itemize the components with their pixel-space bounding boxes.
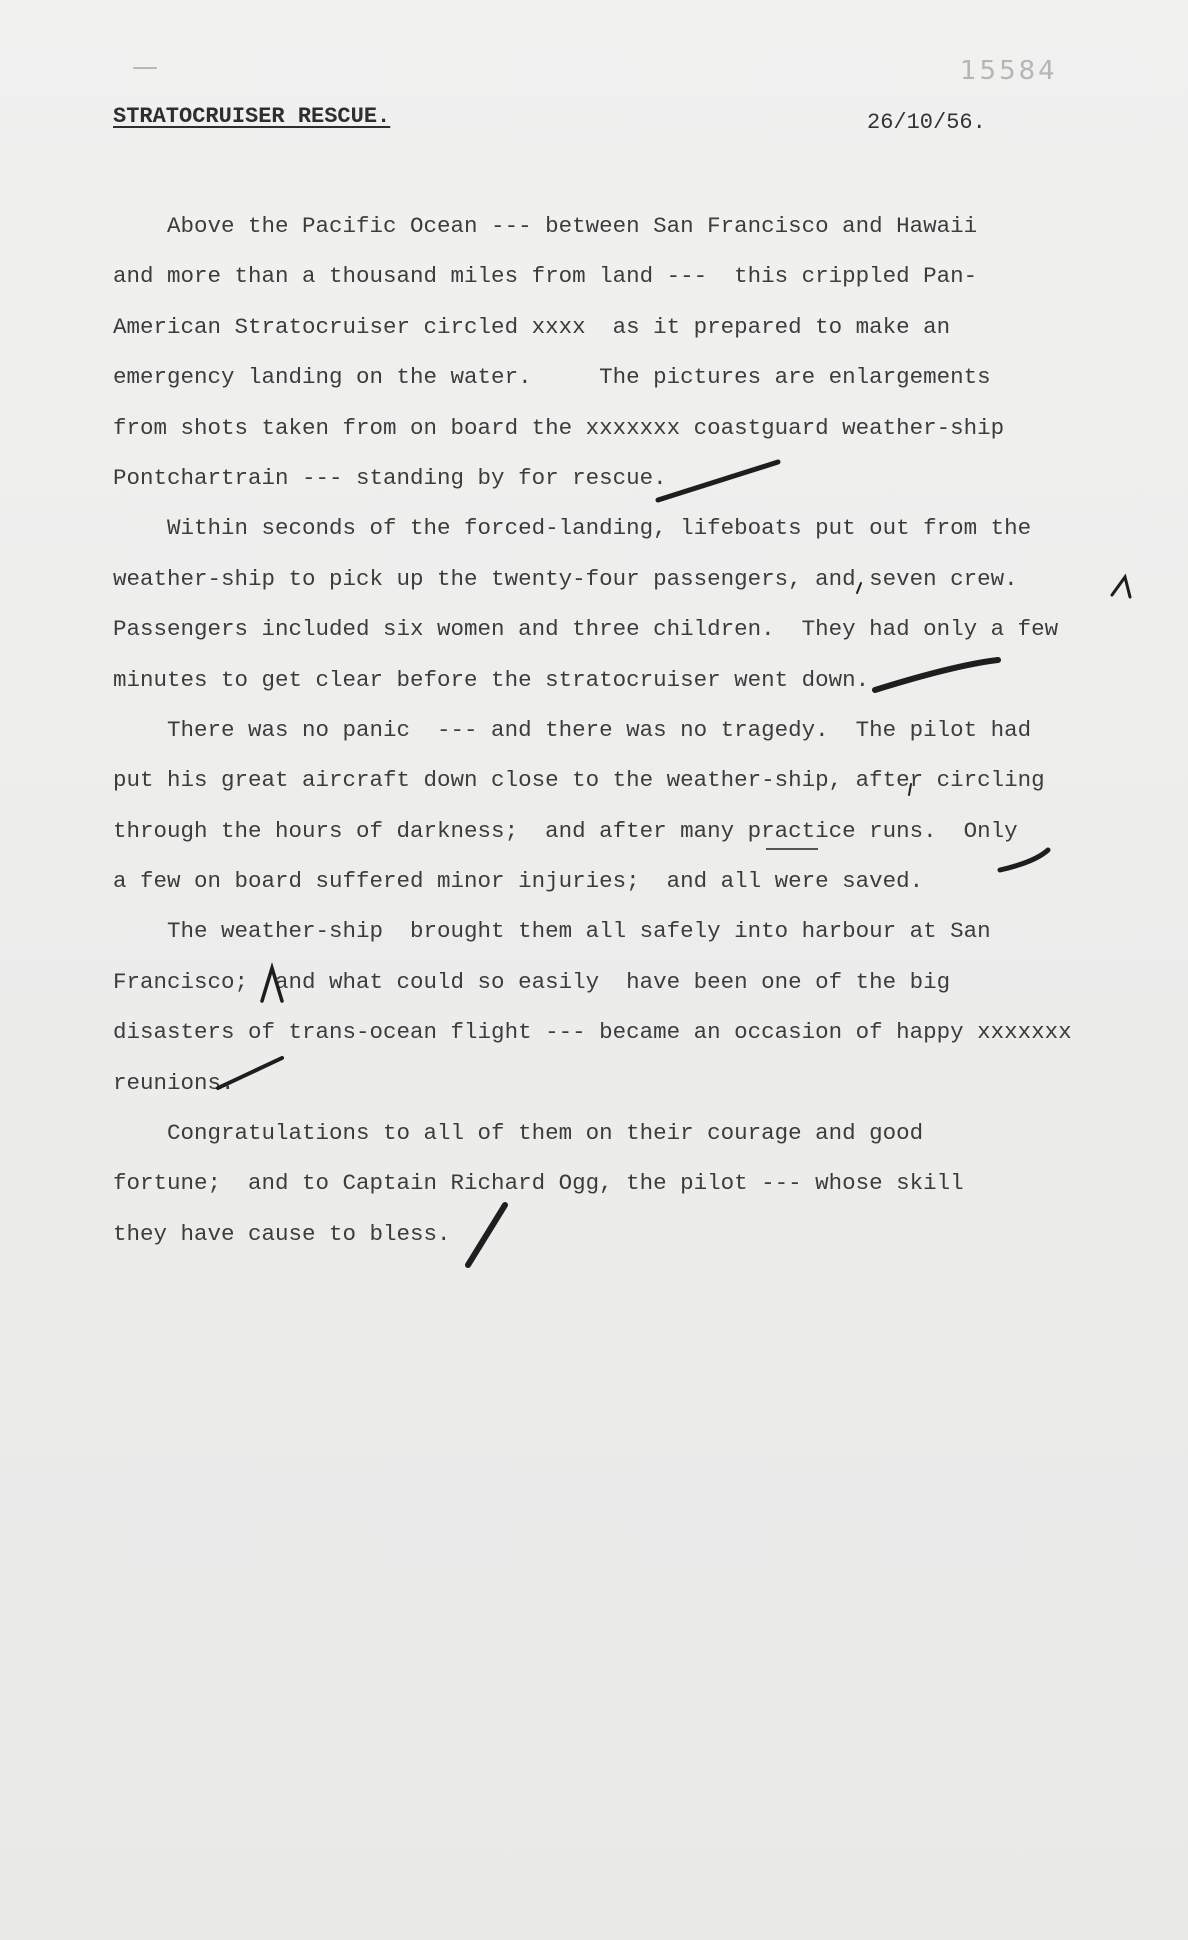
text-line: emergency landing on the water. The pictures are enlargements xyxy=(113,364,991,391)
text-line: Francisco; and what could so easily have been one of the big xyxy=(113,968,951,995)
text-line: American Stratocruiser circled xxxx as it prepared to make an xyxy=(113,313,951,340)
text-line: from shots taken from on board the xxxxxxx coastguard weather-ship xyxy=(113,414,1005,441)
text-line: minutes to get clear before the stratocruiser went down. xyxy=(113,666,870,693)
text-line: Within seconds of the forced-landing, lifeboats put out from the xyxy=(113,515,1032,542)
text-line: put his great aircraft down close to the weather-ship, after circling xyxy=(113,767,1045,794)
text-line: and more than a thousand miles from land --- this crippled Pan- xyxy=(113,263,978,290)
pencil-reference-number: 15584 xyxy=(960,56,1058,86)
text-line: Above the Pacific Ocean --- between San Francisco and Hawaii xyxy=(113,213,978,239)
document-body xyxy=(113,201,1153,1259)
text-line: There was no panic --- and there was no tragedy. The pilot had xyxy=(113,716,1032,743)
text-line: through the hours of darkness; and after many practice runs. Only xyxy=(113,817,1018,844)
text-line: Congratulations to all of them on their courage and good xyxy=(113,1120,924,1147)
text-line: they have cause to bless. xyxy=(113,1220,451,1247)
document-title: STRATOCRUISER RESCUE. xyxy=(113,104,391,129)
pencil-mark: — xyxy=(132,52,158,82)
text-line: Pontchartrain --- standing by for rescue. xyxy=(113,464,667,491)
text-line: a few on board suffered minor injuries; and all were saved. xyxy=(113,868,924,895)
text-line: weather-ship to pick up the twenty-four passengers, and seven crew. xyxy=(113,565,1018,592)
text-line: The weather-ship brought them all safely into harbour at San xyxy=(113,918,991,945)
text-line: reunions. xyxy=(113,1069,235,1096)
text-line: Passengers included six women and three children. They had only a few xyxy=(113,616,1059,643)
document-header xyxy=(113,104,1003,136)
text-line: disasters of trans-ocean flight --- became an occasion of happy xxxxxxx xyxy=(113,1019,1072,1046)
text-line: fortune; and to Captain Richard Ogg, the pilot --- whose skill xyxy=(113,1170,964,1197)
document-date: 26/10/56. xyxy=(867,110,986,135)
